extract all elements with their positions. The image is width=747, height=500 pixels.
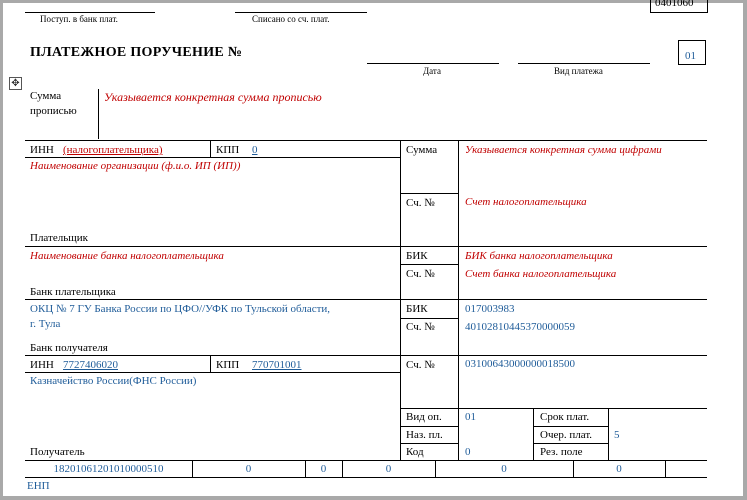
payer-bank-label: Банк плательщика [30,286,116,298]
grid-line [210,355,211,372]
grid-line [533,408,534,460]
amount-words-label-2: прописью [30,105,77,117]
recipient-bank-name-line-2: г. Тула [30,318,61,330]
payment-type-line [518,63,650,64]
recipient-inn-label: ИНН [30,359,54,371]
recipient-bank-label: Банк получателя [30,342,108,354]
payer-label: Плательщик [30,232,88,244]
payer-bank-bik-value: БИК банка налогоплательщика [465,250,613,262]
debited-line [235,12,367,13]
status-code: 01 [685,50,696,62]
debited-label: Списано со сч. плат. [252,14,330,24]
payer-bank-account-value: Счет банка налогоплательщика [465,268,617,280]
recipient-inn-value: 7727406020 [63,359,118,371]
grid-line [400,318,458,319]
payer-bank-name-value: Наименование банка налогоплательщика [30,250,224,262]
reserve-label: Рез. поле [540,446,583,458]
payer-sum-value: Указывается конкретная сумма цифрами [465,144,662,156]
received-line [25,12,155,13]
payer-inn-label: ИНН [30,144,54,156]
grid-line [25,299,707,300]
grid-line [665,460,666,477]
oktmo-value: 0 [245,463,252,475]
recipient-bank-account-value: 40102810445370000059 [465,321,575,333]
purpose-label: Наз. пл. [406,429,443,441]
grid-line [608,408,609,460]
grid-line [25,246,707,247]
purpose-text: ЕНП [27,480,50,492]
kbk-value: 18201061201010000510 [53,463,164,475]
queue-label: Очер. плат. [540,429,593,441]
move-handle-icon[interactable]: ✥ [9,77,22,90]
payer-account-label: Сч. № [406,197,435,209]
grid-line [458,140,459,460]
page-title: ПЛАТЕЖНОЕ ПОРУЧЕНИЕ № [30,45,243,60]
grid-line [25,355,707,356]
grid-line [400,193,458,194]
recipient-name-value: Казначейство России(ФНС России) [30,375,197,387]
grid-line [533,426,608,427]
grid-line [25,477,707,478]
code-value: 0 [465,446,471,458]
date-line [367,63,499,64]
amount-words-label-1: Сумма [30,90,62,102]
form-code: 0401060 [655,0,694,9]
queue-value: 5 [614,429,620,441]
payer-bank-account-label: Сч. № [406,268,435,280]
date-label: Дата [423,66,441,76]
grid-line [400,443,458,444]
recipient-bank-account-label: Сч. № [406,321,435,333]
recipient-bank-bik-label: БИК [406,303,428,315]
recipient-label: Получатель [30,446,85,458]
period-value: 0 [385,463,392,475]
recipient-kpp-label: КПП [216,359,240,371]
grid-line [25,140,707,141]
payer-kpp-value: 0 [252,144,258,156]
payer-name-value: Наименование организации (ф.и.о. ИП (ИП)) [30,160,241,172]
op-type-value: 01 [465,411,476,423]
deadline-label: Срок плат. [540,411,590,423]
amount-words-value: Указывается конкретная сумма прописью [104,90,322,104]
op-type-label: Вид оп. [406,411,442,423]
grid-line [400,408,707,409]
grid-line [533,443,608,444]
basis-value: 0 [320,463,327,475]
payer-inn-value: (налогоплательщика) [63,144,163,156]
grid-line [400,140,401,460]
received-label: Поступ. в банк плат. [40,14,118,24]
recipient-bank-bik-value: 017003983 [465,303,515,315]
grid-line [25,157,400,158]
grid-line [25,460,707,461]
grid-line [400,426,458,427]
recipient-kpp-value: 770701001 [252,359,302,371]
grid-line [25,372,400,373]
payer-sum-label: Сумма [406,144,438,156]
grid-line [210,140,211,157]
grid-line [400,264,458,265]
doc-date-value: 0 [616,463,622,475]
amount-words-divider [98,89,99,139]
recipient-account-value: 03100643000000018500 [465,358,575,370]
recipient-account-label: Сч. № [406,359,435,371]
payer-kpp-label: КПП [216,144,240,156]
payer-account-value: Счет налогоплательщика [465,196,587,208]
recipient-bank-name-line-1: ОКЦ № 7 ГУ Банка России по ЦФО//УФК по Тульской области, [30,303,331,315]
payment-type-label: Вид платежа [554,66,603,76]
payer-bank-bik-label: БИК [406,250,428,262]
doc-number-value: 0 [501,463,507,475]
code-label: Код [406,446,424,458]
